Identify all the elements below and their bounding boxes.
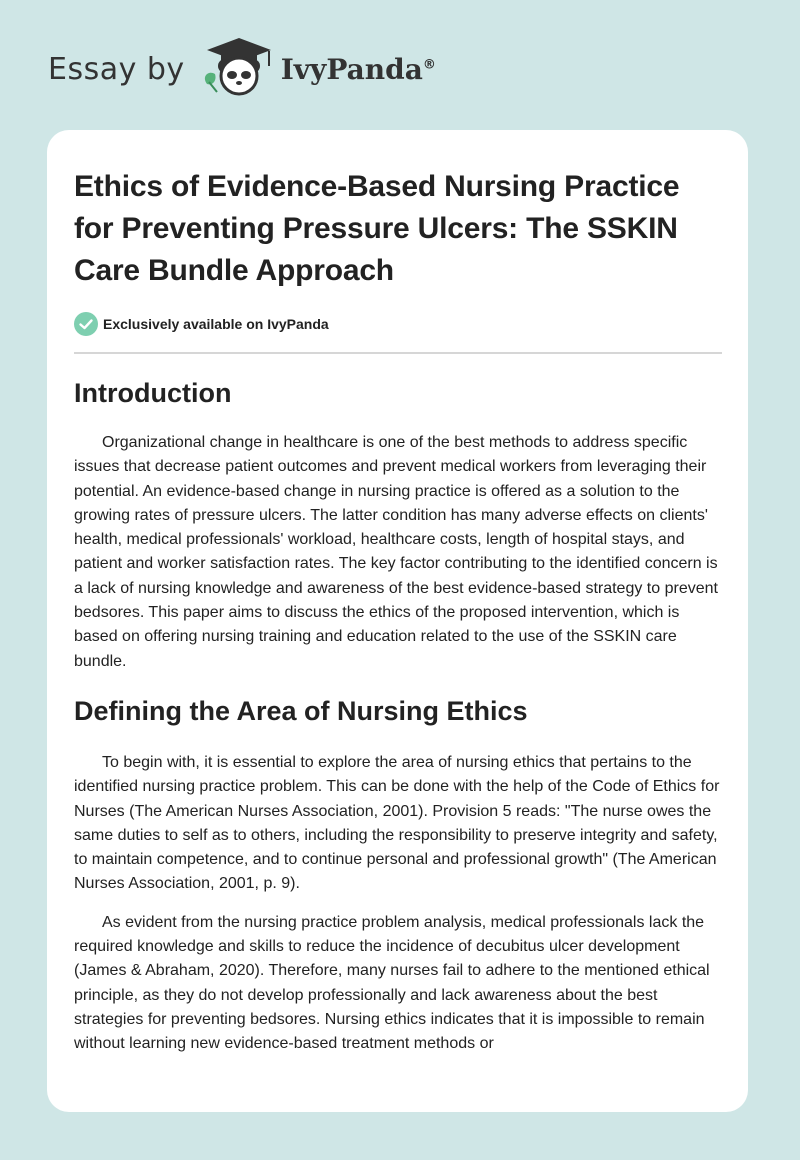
divider	[74, 352, 722, 354]
page-title: Ethics of Evidence-Based Nursing Practice for Preventing Pressure Ulcers: The SSKIN Care Bundle Approach	[74, 170, 680, 287]
essay-card	[47, 130, 748, 1112]
check-circle-icon	[74, 312, 98, 336]
section-heading: Defining the Area of Nursing Ethics	[74, 695, 528, 726]
brand-prefix: Essay by	[48, 52, 185, 87]
paragraph: As evident from the nursing practice problem analysis, medical professionals lack the required knowledge and skills to reduce the incidence of decubitus ulcer development (James & Abraham, 2020). Therefore, many nurses fail to adhere to the mentioned ethical principle, as they do not develop professionally and lack awareness about the best strategies for preventing bedsores. Nursing ethics indicates that it is impossible to remain without learning new evidence-based treatment methods or	[74, 913, 710, 1053]
brand-name-text: IvyPanda	[280, 53, 423, 86]
registered-mark: ®	[422, 57, 436, 73]
panda-graduate-icon[interactable]	[197, 36, 275, 103]
paragraph: Organizational change in healthcare is one of the best methods to address specific issues that decrease patient outcomes and prevent medical workers from leveraging their potential. An evidence-based change in nursing practice is offered as a solution to the growing rates of pressure ulcers. The latter condition has many adverse effects on clients' health, medical professionals' workload, healthcare costs, length of hospital stays, and patient and worker satisfaction rates. The key factor contributing to the identified concern is a lack of nursing knowledge and awareness of the best evidence-based strategy to prevent bedsores. This paper aims to discuss the ethics of the proposed intervention, which is based on offering nursing training and education related to the use of the SSKIN care bundle.	[74, 434, 718, 670]
badge-text: Exclusively available on IvyPanda	[103, 316, 329, 332]
brand-name[interactable]	[281, 53, 436, 86]
exclusive-badge	[74, 312, 722, 336]
section-introduction	[74, 376, 722, 674]
section-nursing-ethics	[74, 694, 722, 1057]
site-header	[48, 36, 436, 103]
section-heading: Introduction	[74, 378, 232, 408]
paragraph: To begin with, it is essential to explore the area of nursing ethics that pertains to the identified nursing practice problem. This can be done with the help of the Code of Ethics for Nurses (The American Nurses Association, 2001). Provision 5 reads: "The nurse owes the same duties to self as to others, including the responsibility to preserve integrity and safety, to maintain competence, and to continue personal and professional growth" (The American Nurses Association, 2001, p. 9).	[74, 753, 720, 893]
